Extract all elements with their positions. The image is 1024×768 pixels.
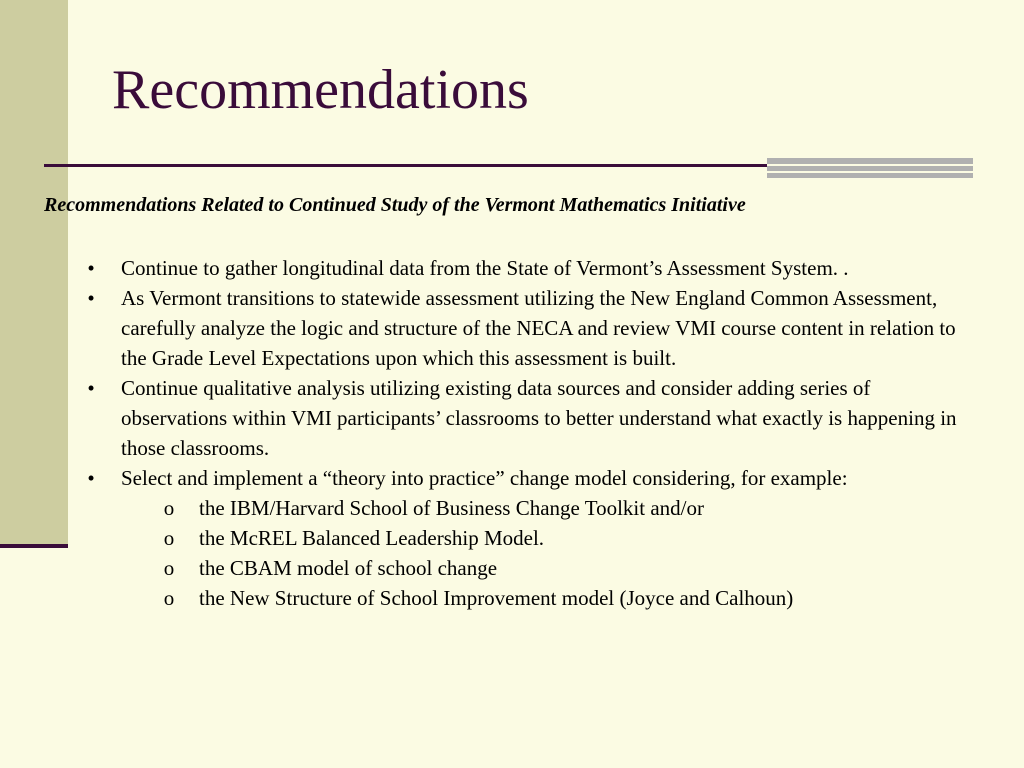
sub-bullet-text: the New Structure of School Improvement model (Joyce and Calhoun) [199, 586, 794, 610]
circle-bullet-icon: o [163, 556, 175, 580]
bullet-icon: • [87, 376, 95, 400]
sub-bullet-item [162, 553, 974, 583]
bullet-text: Continue qualitative analysis utilizing existing data sources and consider adding series of observations within VMI participants’ classrooms to better understand what exactly is happening in those classrooms. [121, 376, 957, 460]
sub-bullet-item [162, 523, 974, 553]
bullet-icon: • [87, 466, 95, 490]
sub-bullet-text: the McREL Balanced Leadership Model. [199, 526, 545, 550]
gray-bar [767, 158, 973, 164]
decorative-gray-bars [767, 158, 973, 180]
left-decorative-bar [0, 0, 68, 548]
slide-title: Recommendations [112, 59, 529, 121]
bullet-list [84, 253, 974, 613]
circle-bullet-icon: o [163, 526, 175, 550]
bullet-text: Select and implement a “theory into practice” change model considering, for example: [121, 466, 848, 490]
left-accent-line [0, 544, 68, 548]
bullet-item [84, 283, 974, 373]
sub-bullet-text: the IBM/Harvard School of Business Change Toolkit and/or [199, 496, 704, 520]
sub-bullet-item [162, 493, 974, 523]
bullet-item [84, 373, 974, 463]
gray-bar [767, 166, 973, 171]
slide-subtitle: Recommendations Related to Continued Study of the Vermont Mathematics Initiative [44, 194, 746, 216]
bullet-item [84, 253, 974, 283]
bullet-text: Continue to gather longitudinal data from the State of Vermont’s Assessment System. . [121, 256, 849, 280]
gray-bar [767, 173, 973, 178]
sub-bullet-item [162, 583, 974, 613]
circle-bullet-icon: o [163, 586, 175, 610]
title-rule [44, 164, 767, 167]
sub-bullet-text: the CBAM model of school change [199, 556, 498, 580]
bullet-text: As Vermont transitions to statewide assessment utilizing the New England Common Assessment, carefully analyze the logic and structure of the NECA and review VMI course content in relation to the Grade Level Expectations upon which this assessment is built. [121, 286, 956, 370]
circle-bullet-icon: o [163, 496, 175, 520]
sub-bullet-list [162, 493, 974, 613]
bullet-item [84, 463, 974, 613]
bullet-icon: • [87, 286, 95, 310]
bullet-icon: • [87, 256, 95, 280]
